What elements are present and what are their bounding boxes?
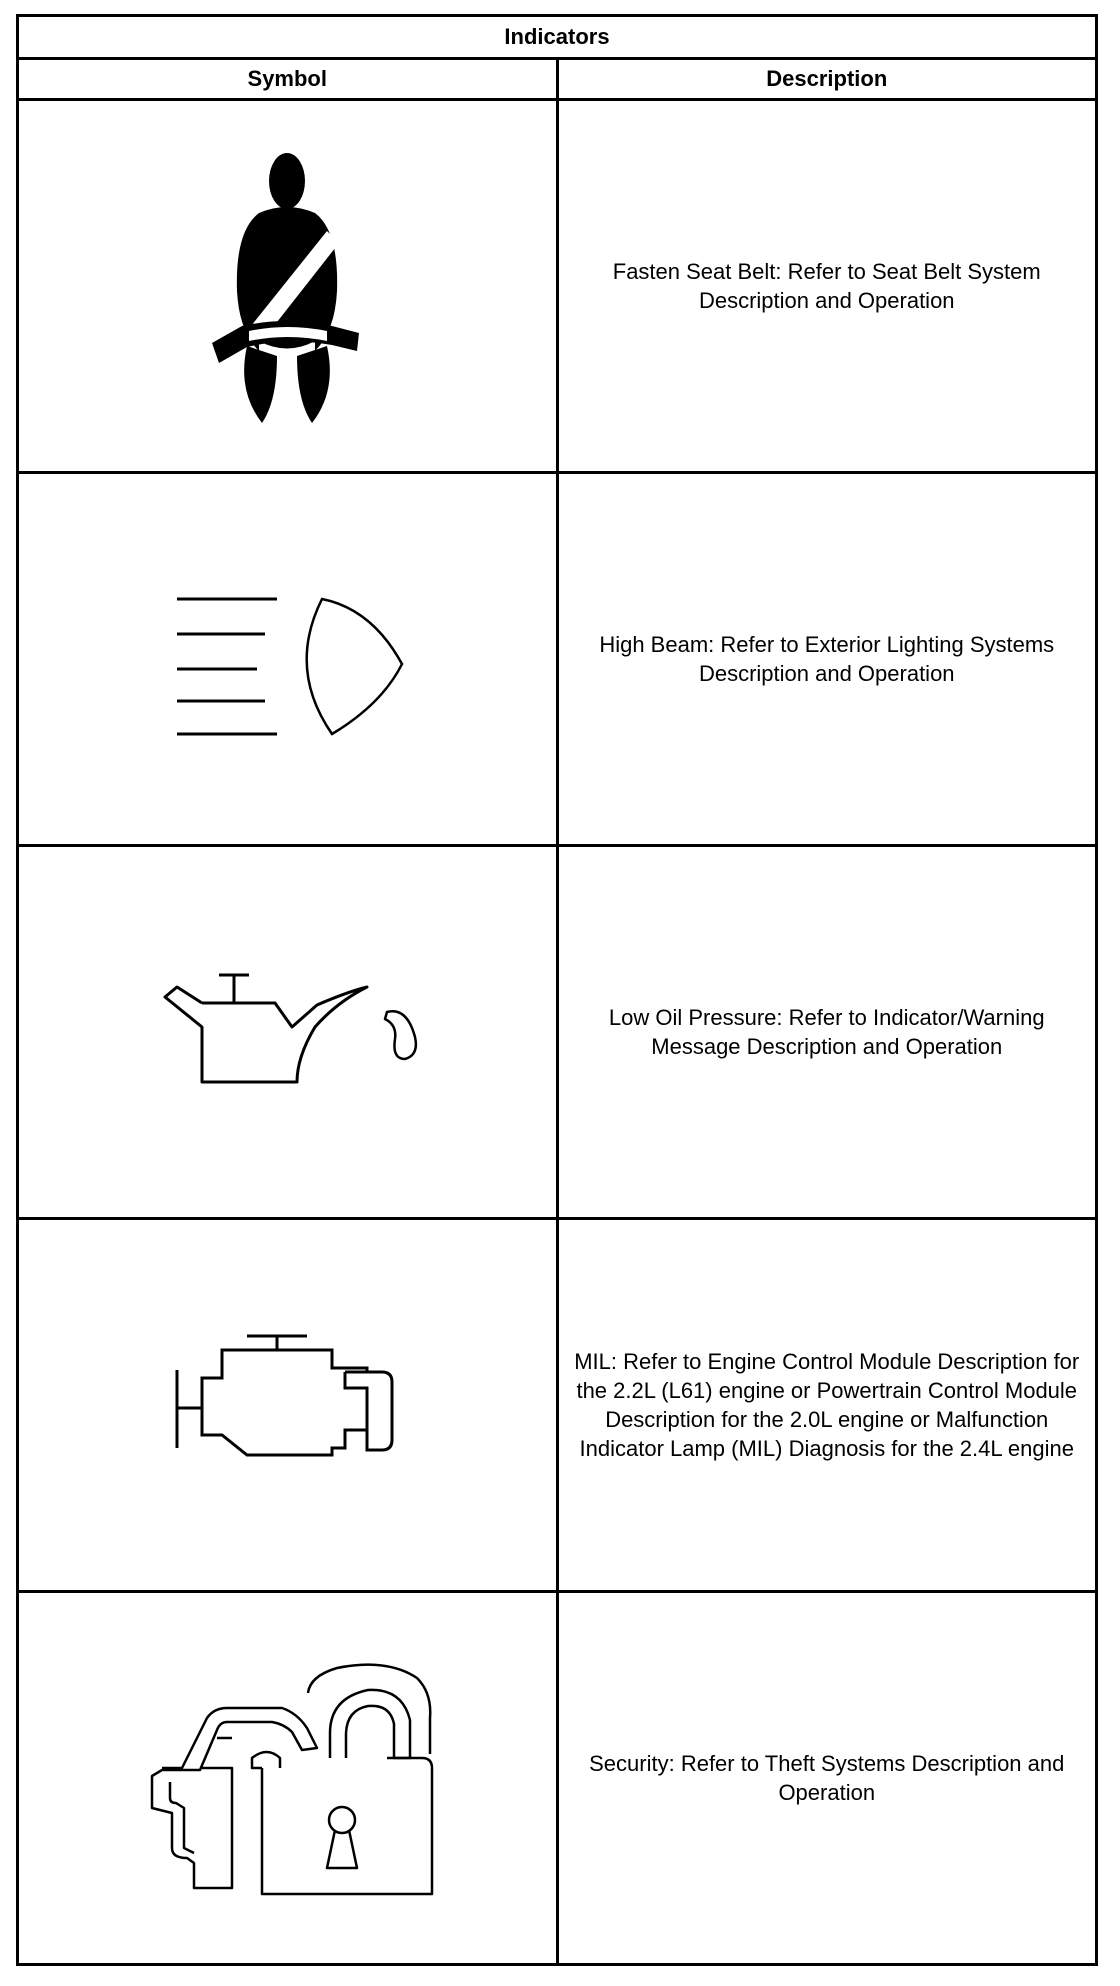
description-cell: MIL: Refer to Engine Control Module Description for the 2.2L (L61) engine or Powertrain Control Module Description for the 2.0L engine or Malfunction Indicator Lamp (MIL) Diagnosis for the 2.4L engine bbox=[557, 1219, 1097, 1592]
description-cell: High Beam: Refer to Exterior Lighting Systems Description and Operation bbox=[557, 473, 1097, 846]
symbol-cell bbox=[18, 473, 558, 846]
engine-icon bbox=[167, 1330, 407, 1480]
description-cell: Fasten Seat Belt: Refer to Seat Belt System Description and Operation bbox=[557, 100, 1097, 473]
symbol-column-header: Symbol bbox=[18, 59, 558, 100]
table-row bbox=[18, 1219, 1097, 1592]
oil-can-icon bbox=[137, 967, 437, 1097]
indicators-table bbox=[16, 14, 1098, 1966]
indicators-sheet bbox=[16, 14, 1098, 1972]
security-lock-icon bbox=[132, 1658, 442, 1898]
symbol-cell bbox=[18, 1219, 558, 1592]
table-row bbox=[18, 100, 1097, 473]
description-column-header: Description bbox=[557, 59, 1097, 100]
seat-belt-icon bbox=[187, 141, 387, 431]
table-row bbox=[18, 1592, 1097, 1965]
table-title-row bbox=[18, 16, 1097, 59]
table-title: Indicators bbox=[18, 16, 1097, 59]
description-cell: Low Oil Pressure: Refer to Indicator/Warning Message Description and Operation bbox=[557, 846, 1097, 1219]
description-cell: Security: Refer to Theft Systems Description and Operation bbox=[557, 1592, 1097, 1965]
symbol-cell bbox=[18, 100, 558, 473]
symbol-cell bbox=[18, 1592, 558, 1965]
high-beam-icon bbox=[157, 579, 417, 739]
symbol-cell bbox=[18, 846, 558, 1219]
table-header-row bbox=[18, 59, 1097, 100]
table-row bbox=[18, 473, 1097, 846]
table-row bbox=[18, 846, 1097, 1219]
